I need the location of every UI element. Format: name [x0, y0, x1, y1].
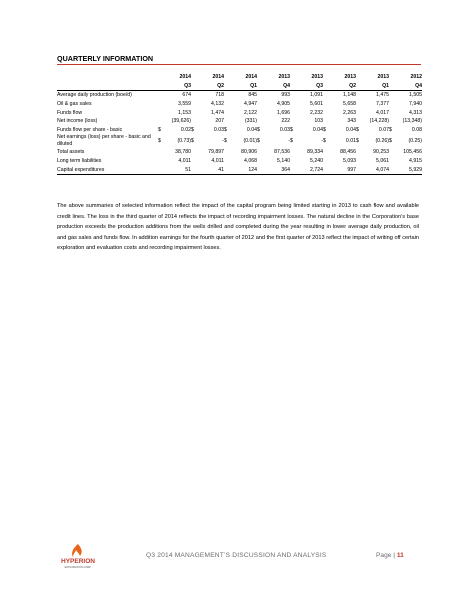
footer-document-title: Q3 2014 MANAGEMENT’S DISCUSSION AND ANALYSIS — [146, 552, 327, 559]
value-cell: 343 — [347, 118, 356, 125]
value-cell: 0.03 — [279, 126, 290, 133]
currency-cell: $ — [191, 138, 194, 145]
value-cell: 993 — [281, 92, 290, 99]
value-cell: 4,068 — [244, 158, 257, 165]
value-cell: 87,536 — [274, 149, 290, 156]
value-cell: 1,474 — [211, 109, 224, 116]
row-label: Oil & gas sales — [57, 101, 92, 108]
value-cell: 5,061 — [376, 158, 389, 165]
value-cell: (331) — [244, 118, 257, 125]
quarter-header-cell: Q4 — [395, 82, 422, 91]
quarter-header-cell: Q1 — [230, 82, 257, 91]
value-cell: 0.03 — [213, 126, 224, 133]
value-cell: 5,240 — [310, 158, 323, 165]
currency-cell: $ — [290, 126, 293, 133]
value-cell: (13,348) — [402, 118, 422, 125]
row-label: Total assets — [57, 149, 85, 156]
year-header-row — [57, 73, 422, 82]
value-cell: 0.07 — [378, 126, 389, 133]
currency-cell: $ — [323, 138, 326, 145]
table-row — [57, 100, 422, 109]
currency-cell: $ — [323, 126, 326, 133]
value-cell: 0.04 — [246, 126, 257, 133]
row-label: Average daily production (boe/d) — [57, 92, 132, 99]
value-cell: 0.04 — [312, 126, 323, 133]
value-cell: 79,897 — [208, 149, 224, 156]
currency-cell: $ — [356, 126, 359, 133]
table-row — [57, 148, 422, 157]
header-label-cell — [57, 73, 158, 82]
table-row — [57, 165, 422, 174]
currency-cell: $ — [224, 138, 227, 145]
value-cell: 88,456 — [340, 149, 356, 156]
page-label: Page — [376, 552, 392, 559]
value-cell: 845 — [248, 92, 257, 99]
year-header-cell: 2013 — [278, 74, 290, 81]
summary-paragraph: The above summaries of selected information reflect the impact of the capital program being limited starting in 2013 to cash flow and available credit lines. The loss in the third quarter of 2014 reflects the impact of recording impairment losses. The natural decline in the Corporation’s base production exceeds the production additions from the wells drilled and completed during the year resulting in lower average daily production, oil and gas sales and funds flow. In addition earnings for the fourth quarter of 2012 and the first quarter of 2013 reflect the impact of writing off certain exploration and evaluation costs and recording impairment losses. — [57, 203, 419, 252]
value-cell: 38,780 — [175, 149, 191, 156]
currency-cell: $ — [257, 126, 260, 133]
value-cell: 0.08 — [411, 126, 422, 133]
row-label: Funds flow per share - basic — [57, 126, 123, 133]
row-label: Net income (loss) — [57, 118, 98, 125]
value-cell: 364 — [263, 165, 290, 174]
table-row — [57, 134, 422, 148]
value-cell: 51 — [164, 165, 191, 174]
quarter-header-cell: Q2 — [197, 82, 224, 91]
page-footer — [0, 542, 464, 582]
value-cell: 4,313 — [409, 109, 422, 116]
value-cell: 2,232 — [310, 109, 323, 116]
value-cell: 4,947 — [244, 101, 257, 108]
row-label: Funds flow — [57, 109, 83, 116]
page-separator: | — [393, 552, 395, 559]
value-cell: 718 — [215, 92, 224, 99]
currency-cell: $ — [224, 126, 227, 133]
section-title-rule — [57, 64, 421, 65]
value-cell: (0.26) — [375, 138, 389, 145]
quarter-header-cell: Q2 — [329, 82, 356, 91]
value-cell: 222 — [281, 118, 290, 125]
company-logo — [56, 542, 100, 570]
value-cell: - — [222, 138, 224, 145]
value-cell: 0.02 — [180, 126, 191, 133]
value-cell: 997 — [329, 165, 356, 174]
currency-cell: $ — [257, 138, 260, 145]
value-cell: 2,724 — [296, 165, 323, 174]
value-cell: 1,153 — [178, 109, 191, 116]
value-cell: 0.04 — [345, 126, 356, 133]
value-cell: 5,929 — [395, 165, 422, 174]
value-cell: (0.01) — [243, 138, 257, 145]
value-cell: 2,122 — [244, 109, 257, 116]
table-row — [57, 126, 422, 135]
table-row — [57, 117, 422, 126]
value-cell: 5,658 — [343, 101, 356, 108]
row-label: Net earnings (loss) per share - basic and diluted — [57, 134, 151, 148]
logo-tagline: EXPLORATION CORP. — [64, 566, 92, 569]
year-header-cell: 2013 — [344, 74, 356, 81]
value-cell: (0.73) — [177, 138, 191, 145]
value-cell: 4,011 — [178, 158, 191, 165]
value-cell: 3,559 — [178, 101, 191, 108]
value-cell: 124 — [230, 165, 257, 174]
value-cell: 4,074 — [362, 165, 389, 174]
value-cell: - — [321, 138, 323, 145]
currency-cell: $ — [356, 138, 359, 145]
value-cell: 5,140 — [277, 158, 290, 165]
currency-cell: $ — [389, 126, 392, 133]
year-header-cell: 2012 — [410, 74, 422, 81]
footer-page-number — [376, 552, 404, 559]
value-cell: 1,696 — [277, 109, 290, 116]
currency-cell: $ — [158, 138, 161, 145]
value-cell: 207 — [215, 118, 224, 125]
page-number: 11 — [396, 552, 404, 559]
value-cell: 1,505 — [409, 92, 422, 99]
row-label: Long term liabilities — [57, 158, 102, 165]
year-header-cell: 2014 — [212, 74, 224, 81]
quarter-header-row — [57, 82, 422, 91]
quarter-header-cell: Q1 — [362, 82, 389, 91]
value-cell: 1,148 — [343, 92, 356, 99]
table-row — [57, 157, 422, 166]
currency-cell: $ — [389, 138, 392, 145]
table-row — [57, 91, 422, 100]
value-cell: 103 — [314, 118, 323, 125]
value-cell: 5,601 — [310, 101, 323, 108]
year-header-cell: 2014 — [245, 74, 257, 81]
value-cell: 41 — [197, 165, 224, 174]
quarter-header-cell: Q3 — [164, 82, 191, 91]
value-cell: 0.01 — [345, 138, 356, 145]
value-cell: 7,940 — [409, 101, 422, 108]
quarter-header-cell: Q4 — [263, 82, 290, 91]
logo-text: HYPERION — [61, 558, 95, 565]
value-cell: - — [288, 138, 290, 145]
value-cell: 89,334 — [307, 149, 323, 156]
value-cell: 4,017 — [376, 109, 389, 116]
value-cell: 80,906 — [241, 149, 257, 156]
value-cell: 4,132 — [211, 101, 224, 108]
value-cell: 2,263 — [343, 109, 356, 116]
value-cell: 7,377 — [376, 101, 389, 108]
header-label-cell — [57, 82, 158, 91]
value-cell: 4,905 — [277, 101, 290, 108]
value-cell: 4,011 — [211, 158, 224, 165]
value-cell: 105,456 — [403, 149, 422, 156]
year-header-cell: 2014 — [179, 74, 191, 81]
value-cell: (14,228) — [369, 118, 389, 125]
quarterly-table — [57, 73, 422, 175]
currency-cell: $ — [191, 126, 194, 133]
quarter-header-cell: Q3 — [296, 82, 323, 91]
currency-cell: $ — [158, 126, 161, 133]
value-cell: (0.25) — [408, 138, 422, 145]
year-header-cell: 2013 — [377, 74, 389, 81]
value-cell: 4,915 — [409, 158, 422, 165]
value-cell: 5,093 — [343, 158, 356, 165]
value-cell: 1,091 — [310, 92, 323, 99]
value-cell: (39,626) — [171, 118, 191, 125]
table-row — [57, 108, 422, 117]
year-header-cell: 2013 — [311, 74, 323, 81]
section-title: QUARTERLY INFORMATION — [57, 54, 154, 63]
row-label: Capital expenditures — [57, 165, 158, 174]
value-cell: 674 — [182, 92, 191, 99]
currency-cell: $ — [290, 138, 293, 145]
value-cell: 90,253 — [373, 149, 389, 156]
value-cell: 1,475 — [376, 92, 389, 99]
